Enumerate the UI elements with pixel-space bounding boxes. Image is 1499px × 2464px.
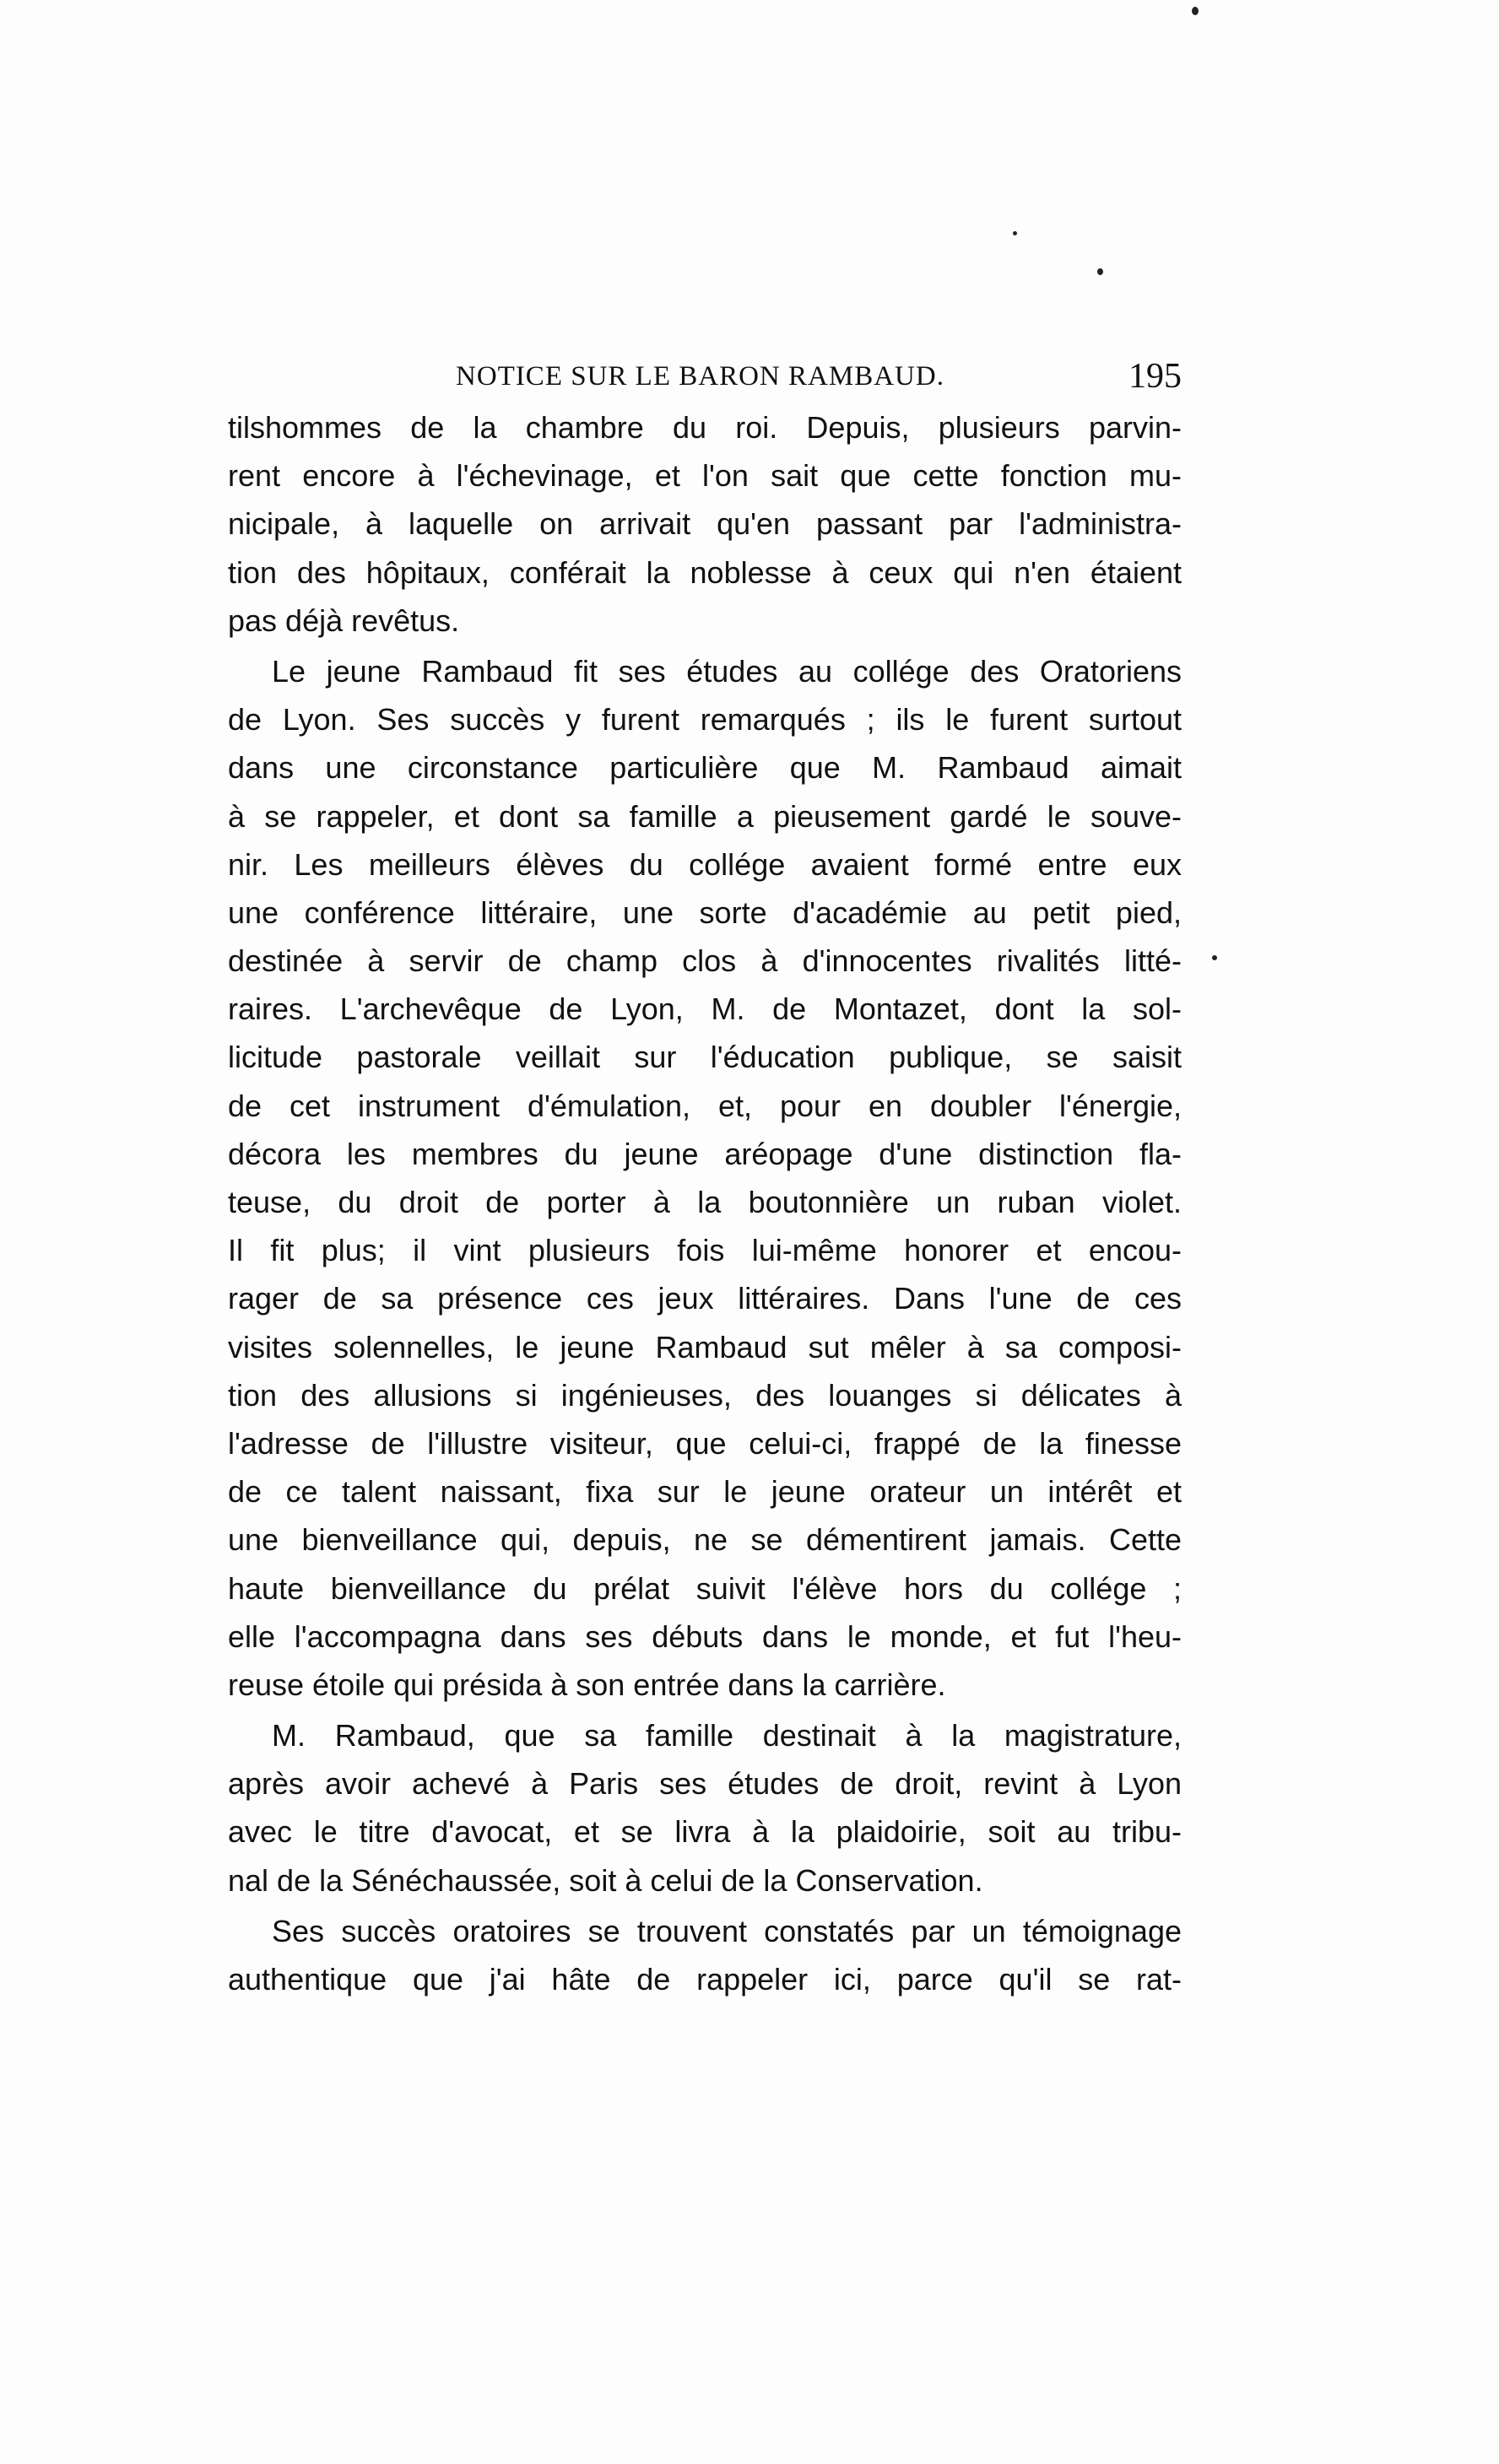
text-line: teuse, du droit de porter à la boutonnière un ruban violet. (228, 1185, 1182, 1219)
text-line: Ses succès oratoires se trouvent constatés par un témoignage (272, 1913, 1182, 1948)
text-line: décora les membres du jeune aréopage d'une distinction fla- (228, 1136, 1182, 1171)
print-speck (1097, 268, 1103, 275)
text-line: une bienveillance qui, depuis, ne se démentirent jamais. Cette (228, 1522, 1182, 1558)
text-line: tilshommes de la chambre du roi. Depuis, plusieurs parvin- (228, 410, 1182, 445)
text-line: une conférence littéraire, une sorte d'académie au petit pied, (228, 894, 1182, 930)
text-line: nicipale, à laquelle on arrivait qu'en passant par l'administra- (228, 506, 1182, 542)
text-line: après avoir achevé à Paris ses études de droit, revint à Lyon (228, 1766, 1182, 1802)
text-line: Il fit plus; il vint plusieurs fois lui-même honorer et encou- (228, 1233, 1182, 1268)
text-line: elle l'accompagna dans ses débuts dans le monde, et fut l'heu- (228, 1618, 1182, 1654)
text-line: visites solennelles, le jeune Rambaud sut mêler à sa composi- (228, 1329, 1182, 1364)
print-speck (1192, 7, 1199, 15)
text-line: rager de sa présence ces jeux littéraires. Dans l'une de ces (228, 1281, 1182, 1316)
text-line: l'adresse de l'illustre visiteur, que celui-ci, frappé de la finesse (228, 1425, 1182, 1461)
text-line: pas déjà revêtus. (228, 602, 460, 638)
text-line: tion des hôpitaux, conférait la noblesse à ceux qui n'en étaient (228, 554, 1182, 590)
text-line: nir. Les meilleurs élèves du collége avaient formé entre eux (228, 846, 1182, 882)
text-line: M. Rambaud, que sa famille destinait à la magistrature, (272, 1718, 1182, 1753)
text-line: haute bienveillance du prélat suivit l'élève hors du collége ; (228, 1570, 1182, 1606)
print-speck (1013, 231, 1017, 235)
print-speck (1212, 955, 1217, 960)
text-line: rent encore à l'échevinage, et l'on sait que cette fonction mu- (228, 458, 1182, 494)
text-line: destinée à servir de champ clos à d'innocentes rivalités litté- (228, 943, 1182, 979)
text-line: de ce talent naissant, fixa sur le jeune orateur un intérêt et (228, 1474, 1182, 1510)
text-line: nal de la Sénéchaussée, soit à celui de la Conservation. (228, 1862, 983, 1898)
text-line: raires. L'archevêque de Lyon, M. de Montazet, dont la sol- (228, 992, 1182, 1027)
text-line: Le jeune Rambaud fit ses études au collége des Oratoriens (272, 653, 1182, 689)
text-line: reuse étoile qui présida à son entrée dans la carrière. (228, 1667, 946, 1702)
text-line: dans une circonstance particulière que M. Rambaud aimait (228, 750, 1182, 786)
text-line: authentique que j'ai hâte de rappeler ici, parce qu'il se rat- (228, 1962, 1182, 1997)
text-line: de cet instrument d'émulation, et, pour en doubler l'énergie, (228, 1088, 1182, 1123)
text-line: licitude pastorale veillait sur l'éducation publique, se saisit (228, 1040, 1182, 1075)
text-line: avec le titre d'avocat, et se livra à la plaidoirie, soit au tribu- (228, 1814, 1182, 1850)
text-line: tion des allusions si ingénieuses, des louanges si délicates à (228, 1377, 1182, 1413)
page-number: 195 (1128, 357, 1182, 396)
running-title: NOTICE SUR LE BARON RAMBAUD. (456, 361, 944, 392)
body-text (228, 403, 1182, 2003)
text-line: de Lyon. Ses succès y furent remarqués ; ils le furent surtout (228, 702, 1182, 738)
text-line: à se rappeler, et dont sa famille a pieusement gardé le souve- (228, 798, 1182, 834)
running-header (228, 353, 1182, 400)
